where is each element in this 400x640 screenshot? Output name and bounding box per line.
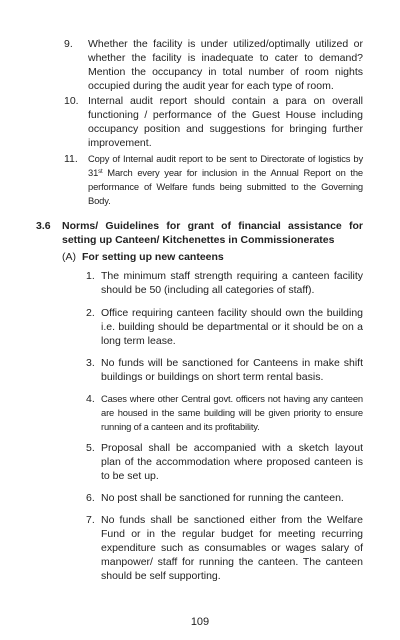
item-text: Internal audit report should contain a para on overall functioning / performance of the Guest House including occupancy position and suggestions for bringing further improvement.: [88, 95, 363, 150]
item-text: No funds will be sanctioned for Canteens in make shift buildings or buildings on short term rental basis.: [101, 357, 363, 384]
section-heading: [36, 219, 363, 247]
item-number: 2.: [86, 307, 95, 319]
item-number: 1.: [86, 270, 95, 282]
item-text-part: Copy of Internal audit report to be sent to Directorate of logistics by 31: [88, 153, 363, 179]
item-number: 11.: [64, 153, 78, 165]
section-number: 3.6: [36, 220, 51, 232]
superscript: st: [98, 169, 103, 176]
list-item: [86, 306, 363, 348]
section-title: Norms/ Guidelines for grant of financial assistance for setting up Canteen/ Kitchenettes in Commissionerates: [62, 220, 363, 247]
item-number: 7.: [86, 514, 95, 526]
subsection-heading: [62, 250, 363, 264]
item-text: No post shall be sanctioned for running the canteen.: [101, 492, 344, 504]
item-text: Whether the facility is under utilized/optimally utilized or whether the facility is inadequate to cater to demand? Mention the occupancy in total number of room nights occupied during the audit year for each type of room.: [88, 38, 363, 93]
list-item: [64, 152, 363, 208]
item-text: Proposal shall be accompanied with a sketch layout plan of the accommodation where proposed canteen is to be set up.: [101, 442, 363, 483]
page-number: 109: [190, 616, 210, 628]
item-number: 9.: [64, 38, 73, 50]
list-item: [86, 269, 363, 297]
item-number: 10.: [64, 95, 79, 107]
list-item: [86, 513, 363, 583]
item-text: No funds shall be sanctioned either from the Welfare Fund or in the regular budget for meeting recurring expenditure such as consumables or wages salary of manpower/ staff for running the canteen. The canteen should be self supporting.: [101, 514, 363, 583]
item-text: Office requiring canteen facility should own the building i.e. building should be departmental or it should be on a long term lease.: [101, 307, 363, 348]
list-item: [64, 94, 363, 150]
item-number: 5.: [86, 442, 95, 454]
list-item: [86, 356, 363, 384]
item-number: 3.: [86, 357, 95, 369]
item-number: 6.: [86, 492, 95, 504]
list-item: [64, 37, 363, 93]
item-text-part: March every year for inclusion in the Annual Report on the performance of Welfare funds being submitted to the Governing Body.: [88, 167, 363, 207]
subsection-label: (A): [62, 251, 76, 263]
item-number: 4.: [86, 393, 95, 405]
item-text: [88, 152, 363, 208]
list-item: [86, 491, 363, 505]
subsection-title: For setting up new canteens: [82, 251, 224, 263]
list-item: [86, 392, 363, 434]
list-item: [86, 441, 363, 483]
item-text: Cases where other Central govt. officers not having any canteen are housed in the same building will be given priority to ensure running of a canteen and its profitability.: [101, 393, 363, 433]
item-text: The minimum staff strength requiring a canteen facility should be 50 (including all categories of staff).: [101, 270, 363, 297]
